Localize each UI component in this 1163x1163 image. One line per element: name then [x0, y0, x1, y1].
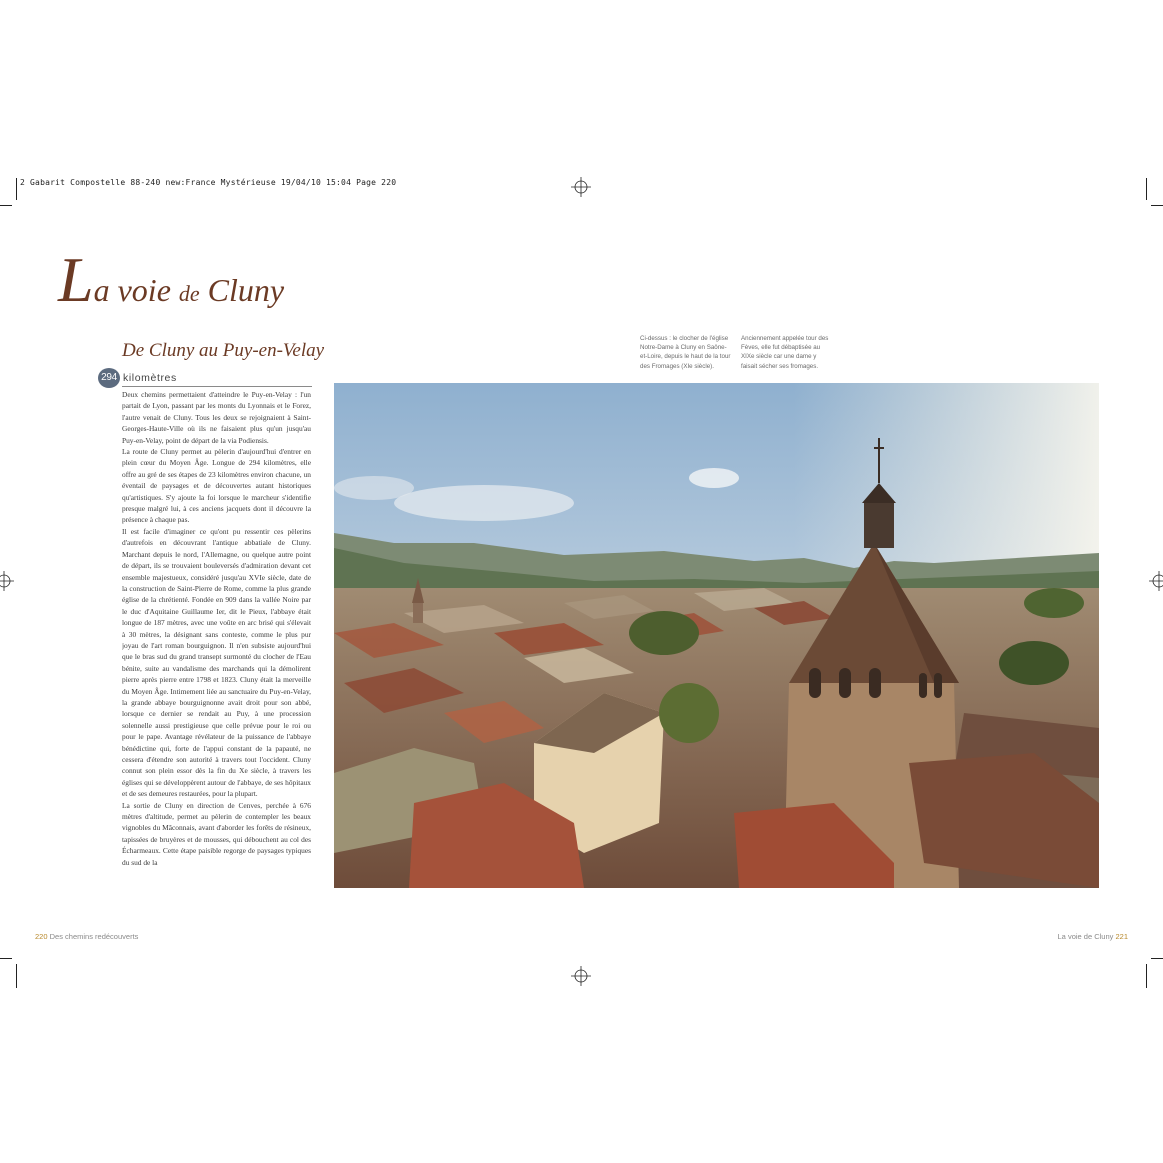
- folio-right: [1058, 932, 1128, 941]
- photo-caption: Ci-dessus : le clocher de l'église Notre-Dame à Cluny en Saône-et-Loire, depuis le haut de la tour des Fromages (XIe siècle).: [640, 335, 731, 370]
- body-paragraph: Il est facile d'imaginer ce qu'ont pu ressentir ces pèlerins d'autrefois en découvrant l'antique abbatiale de Cluny. Marchant depuis le nord, l'Allemagne, ou quelque autre point de départ, ils se trouvaient bouleversés d'admiration devant cet ensemble majestueux, considéré jusqu'au XVIe siècle, date de la construction de Saint-Pierre de Rome, comme la plus grande église de la chrétienté. Fondée en 909 dans la vallée Noire par le duc d'Aquitaine Guillaume Ier, dit le Pieux, l'abbaye était longue de 187 mètres, avec une voûte en arc brisé qui s'élevait à 30 mètres, la désignant sans conteste, comme le plus pur joyau de l'art roman bourguignon. Il n'en subsiste aujourd'hui que le bras sud du grand transept surmonté du clocher de l'Eau bénite, suite au vandalisme des marchands qui la démolirent pierre après pierre entre 1798 et 1823. Cluny était la merveille du Moyen Âge. Intimement liée au sanctuaire du Puy-en-Velay, la grande abbaye bourguignonne avait droit pour son abbé, lorsque ce dernier se rendait au Puy, à une procession solennelle aussi prestigieuse que celle prévue pour le roi ou pour le pape. Avantage révélateur de la puissance de l'abbaye bénédictine qui, forte de l'appui constant de la papauté, ne cessera d'étendre son autorité à travers tout l'occident. Cluny connut son plein essor dès la fin du Xe siècle, à travers les églises qui se développèrent autour de l'abbaye, de ses hôpitaux et de ses demeures restaurées, pour la plupart.: [122, 526, 311, 799]
- running-head: Des chemins redécouverts: [49, 932, 139, 941]
- photo-cluny-bell-tower: [334, 383, 1099, 888]
- chapter-title: [58, 244, 285, 315]
- folio-left: [35, 932, 138, 941]
- body-paragraph: La sortie de Cluny en direction de Cenves, perchée à 676 mètres d'altitude, permet au pèlerin de contempler les beaux vignobles du Mâconnais, avant d'aborder les forêts de résineux, tapissées de bruyères et de mousses, qui débouchent au col des Écharmeaux. Cette étape paisible regorge de paysages typiques du sud de la: [122, 800, 311, 867]
- crop-mark: [1151, 205, 1163, 206]
- registration-mark-left: [0, 571, 14, 591]
- page-number: 220: [35, 932, 48, 941]
- crop-mark: [1146, 964, 1147, 988]
- title-word-de: de: [178, 281, 200, 306]
- title-word-cluny: Cluny: [199, 272, 285, 308]
- title-word-voie: a voie: [93, 272, 179, 308]
- photo-caption: Anciennement appelée tour des Fèves, elle fut débaptisée au XIXe siècle car une dame y faisait sécher ses fromages.: [741, 335, 829, 370]
- crop-mark: [0, 958, 12, 959]
- crop-mark: [0, 205, 12, 206]
- body-text-column: [122, 389, 311, 891]
- crop-mark: [16, 178, 17, 200]
- registration-mark-right: [1149, 571, 1163, 591]
- crop-mark: [16, 964, 17, 988]
- section-subtitle: De Cluny au Puy-en-Velay: [122, 340, 325, 361]
- registration-mark-bottom: [571, 966, 591, 986]
- title-initial: L: [58, 244, 94, 315]
- crop-mark: [1146, 178, 1147, 200]
- distance-rule: [122, 386, 312, 387]
- cluny-landscape-illustration: [334, 383, 1099, 888]
- running-head: La voie de Cluny: [1057, 932, 1114, 941]
- body-paragraph: La route de Cluny permet au pèlerin d'aujourd'hui d'entrer en plein cœur du Moyen Âge. Longue de 294 kilomètres, elle offre au gré de ses étapes de 23 kilomètres environ chacune, un éventail de paysages et de découvertes autant historiques qu'artistiques. S'y ajoute la foi lorsque le marcheur s'identifie presque malgré lui, à ces anciens jacquets dont il découvre la présence à chaque pas.: [122, 447, 311, 525]
- printer-slug: 2 Gabarit Compostelle 88-240 new:France Mystérieuse 19/04/10 15:04 Page 220: [20, 178, 397, 187]
- registration-mark-top: [571, 177, 591, 197]
- distance-unit: kilomètres: [123, 372, 177, 384]
- distance-badge: 294: [98, 368, 120, 388]
- page-number: 221: [1115, 932, 1128, 941]
- body-paragraph: Deux chemins permettaient d'atteindre le Puy-en-Velay : l'un partait de Lyon, passant par les monts du Lyonnais et le Forez, l'autre venait de Cluny. Tous les deux se rejoignaient à Saint-Georges-Haute-Ville où ils ne faisaient plus qu'un jusqu'au Puy-en-Velay, point de départ de la via Podiensis.: [122, 390, 311, 445]
- crop-mark: [1151, 958, 1163, 959]
